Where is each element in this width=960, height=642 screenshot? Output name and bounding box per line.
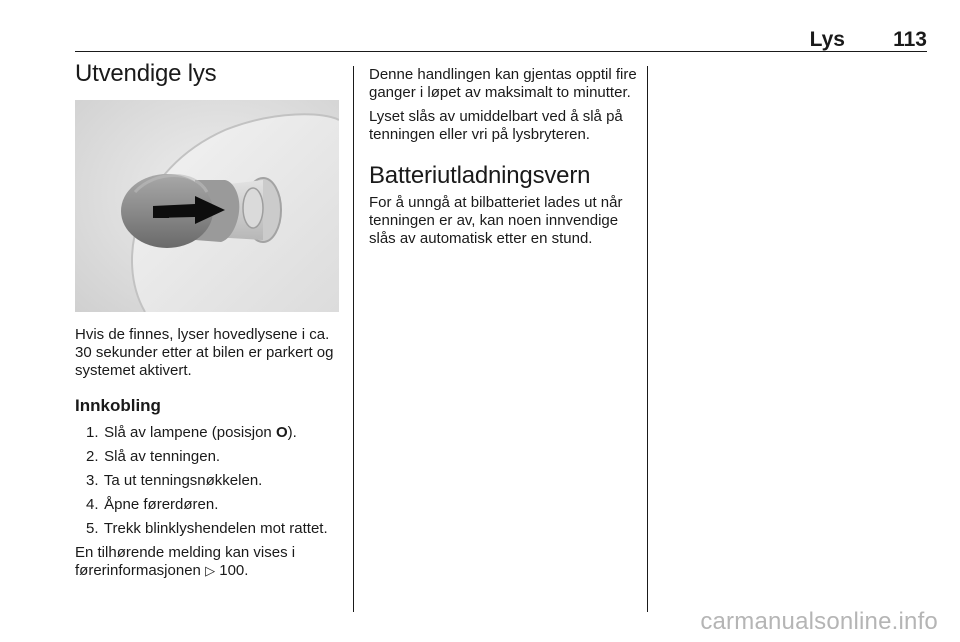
header-rule: [75, 51, 927, 52]
list-item: 2. Slå av tenningen.: [86, 448, 221, 465]
page-reference-link[interactable]: 100: [219, 562, 245, 579]
left-column: [75, 58, 345, 580]
battery-paragraph: For å unngå at bilbatteriet lades ut når tenningen er av, kan noen innvendige slås av automatisk etter en stund.: [369, 194, 623, 247]
page-number: 113: [893, 28, 927, 51]
watermark: carmanualsonline.info: [700, 608, 938, 635]
page-reference-icon: ▷: [205, 563, 216, 578]
section-title-battery-protection: Batteriutladningsvern: [369, 162, 591, 189]
subheading-activation: Innkobling: [75, 396, 161, 415]
page-header: [75, 28, 927, 52]
list-item: 3. Ta ut tenningsnøkkelen.: [86, 472, 263, 489]
info-paragraph: En tilhørende melding kan vises i førerinformasjonen ▷ 100.: [75, 544, 296, 579]
list-item: 4. Åpne førerdøren.: [86, 496, 219, 513]
right-column: [369, 66, 641, 254]
intro-paragraph: Hvis de finnes, lyser hovedlysene i ca. 30 sekunder etter at bilen er parkert og systemet aktivert.: [75, 326, 334, 379]
repeat-paragraph: Denne handlingen kan gjentas opptil fire ganger i løpet av maksimalt to minutter.: [369, 66, 637, 101]
turn-signal-lever-illustration: [75, 100, 339, 312]
column-divider-2: [647, 66, 648, 612]
list-item: 1. Slå av lampene (posisjon O).: [86, 424, 297, 441]
column-divider-1: [353, 66, 354, 612]
list-item: 5. Trekk blinklyshendelen mot rattet.: [86, 520, 328, 537]
running-title: Lys: [809, 28, 845, 51]
activation-steps: [75, 424, 345, 538]
section-title-exterior-lights: Utvendige lys: [75, 60, 217, 87]
switch-off-paragraph: Lyset slås av umiddelbart ved å slå på tenningen eller vri på lysbryteren.: [369, 108, 623, 143]
